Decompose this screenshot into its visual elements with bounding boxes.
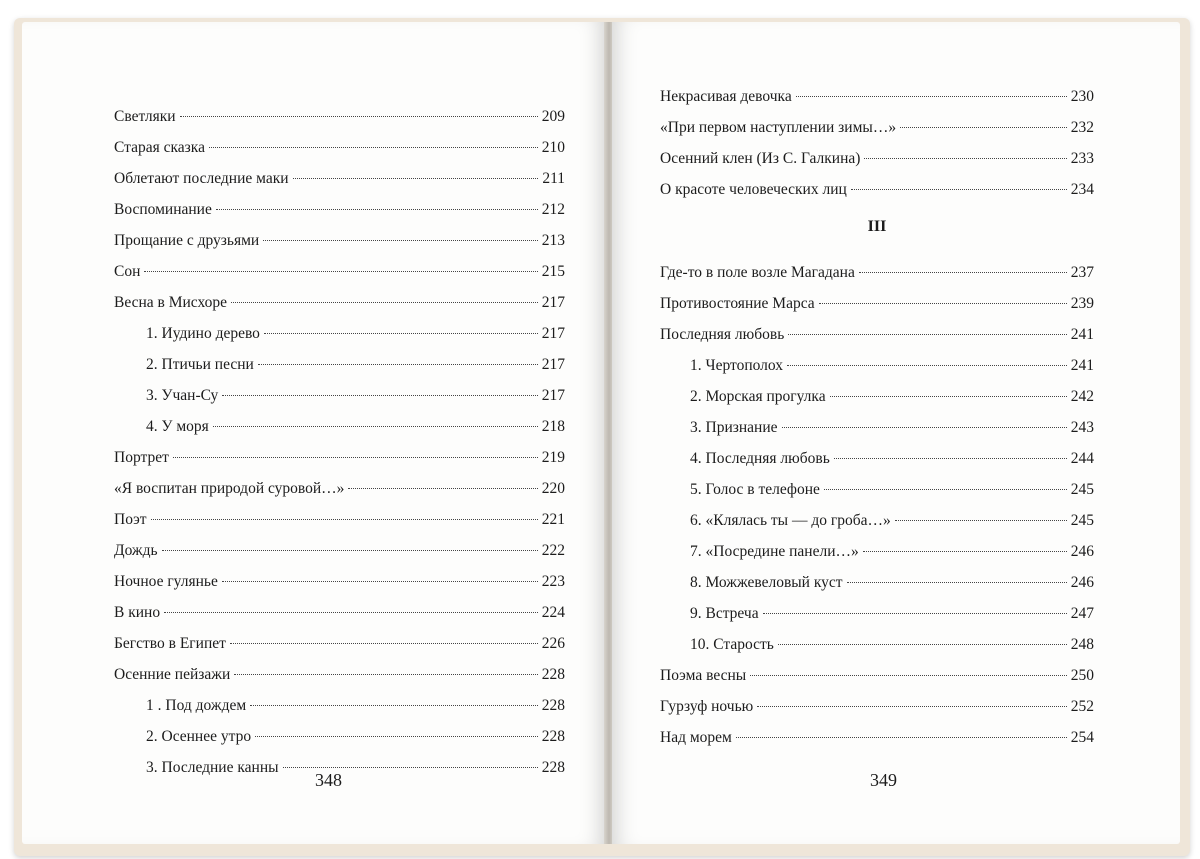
toc-entry-page: 228 [541,666,565,683]
toc-entry-title: Бегство в Египет [114,635,226,652]
dot-leader [250,704,538,706]
toc-entry-page: 217 [541,294,565,311]
toc-subentry [660,412,1094,443]
dot-leader [348,487,537,489]
toc-entry-page: 241 [1070,357,1094,374]
toc-entry [114,442,565,473]
toc-entry-page: 213 [541,232,565,249]
toc-entry-title: Гурзуф ночью [660,698,754,715]
toc-entry-page: 246 [1070,574,1094,591]
toc-entry-title: 3. Признание [690,419,778,436]
toc-subentry [114,690,565,721]
dot-leader [180,115,538,117]
toc-entry-title: 8. Можжевеловый куст [690,574,843,591]
toc-list-right-top [660,81,1094,205]
dot-leader [234,673,537,675]
toc-entry [660,112,1094,143]
toc-entry [114,225,565,256]
toc-entry-title: Поэт [114,511,147,528]
toc-entry-title: Осенний клен (Из С. Галкина) [660,150,861,167]
toc-entry-title: Облетают последние маки [114,170,289,187]
toc-entry-page: 239 [1070,295,1094,312]
toc-entry-page: 224 [541,604,565,621]
dot-leader [830,395,1067,397]
toc-subentry [660,536,1094,567]
toc-entry [660,81,1094,112]
toc-entry [114,163,565,194]
toc-entry [114,659,565,690]
toc-subentry [660,629,1094,660]
dot-leader [859,271,1067,273]
toc-entry-page: 233 [1070,150,1094,167]
toc-entry-page: 254 [1070,729,1094,746]
toc-entry-page: 241 [1070,326,1094,343]
toc-entry [660,319,1094,350]
toc-entry-title: Портрет [114,449,169,466]
dot-leader [796,95,1067,97]
toc-entry-page: 222 [541,542,565,559]
toc-entry-page: 212 [541,201,565,218]
toc-subentry [660,598,1094,629]
dot-leader [258,363,538,365]
toc-entry-page: 226 [541,635,565,652]
dot-leader [736,736,1067,738]
toc-list-right-bottom [660,257,1094,753]
dot-leader [819,302,1067,304]
dot-leader [263,239,538,241]
toc-entry [114,535,565,566]
toc-entry-title: Весна в Мисхоре [114,294,228,311]
toc-entry-title: 2. Птичьи песни [146,356,254,373]
toc-entry-title: 1. Чертополох [690,357,784,374]
toc-entry-page: 246 [1070,543,1094,560]
toc-entry-title: Над морем [660,729,732,746]
toc-entry [660,257,1094,288]
toc-entry-page: 218 [541,418,565,435]
toc-entry-title: Некрасивая девочка [660,88,792,105]
dot-leader [864,157,1066,159]
dot-leader [900,126,1067,128]
dot-leader [213,425,538,427]
toc-entry-page: 248 [1070,636,1094,653]
dot-leader [164,611,538,613]
toc-entry-title: 4. Последняя любовь [690,450,830,467]
dot-leader [230,642,538,644]
toc-subentry [660,567,1094,598]
toc-list-left [114,101,565,783]
toc-entry-page: 217 [541,387,565,404]
dot-leader [757,705,1067,707]
toc-entry-title: 1. Иудино дерево [146,325,260,342]
toc-entry [114,566,565,597]
toc-entry-title: 10. Старость [690,636,774,653]
toc-entry-title: 3. Учан-Су [146,387,219,404]
toc-subentry [660,474,1094,505]
toc-entry-page: 234 [1070,181,1094,198]
toc-entry-page: 223 [541,573,565,590]
dot-leader [283,766,538,768]
toc-entry [114,628,565,659]
toc-entry-title: 2. Осеннее утро [146,728,252,745]
toc-entry-page: 237 [1070,264,1094,281]
left-page [22,22,605,844]
toc-entry [114,101,565,132]
toc-entry-page: 217 [541,356,565,373]
dot-leader [209,146,538,148]
toc-entry-page: 245 [1070,481,1094,498]
toc-entry-title: 5. Голос в телефоне [690,481,820,498]
toc-entry-title: 9. Встреча [690,605,759,622]
toc-entry [114,504,565,535]
toc-entry-page: 219 [541,449,565,466]
toc-entry-title: Осенние пейзажи [114,666,231,683]
toc-entry-page: 211 [542,170,565,187]
dot-leader [851,188,1067,190]
dot-leader [293,177,539,179]
toc-entry-page: 247 [1070,605,1094,622]
toc-subentry [114,380,565,411]
toc-entry-page: 221 [541,511,565,528]
dot-leader [216,208,538,210]
toc-entry-title: В кино [114,604,161,621]
toc-subentry [660,381,1094,412]
dot-leader [162,549,538,551]
dot-leader [231,301,538,303]
dot-leader [834,457,1067,459]
toc-entry-title: Последняя любовь [660,326,785,343]
toc-entry-page: 242 [1070,388,1094,405]
toc-subentry [114,411,565,442]
toc-entry-page: 232 [1070,119,1094,136]
toc-entry-title: «При первом наступлении зимы…» [660,119,897,136]
toc-entry-page: 209 [541,108,565,125]
toc-subentry [114,349,565,380]
toc-entry-title: Воспоминание [114,201,212,218]
toc-entry-title: 6. «Клялась ты — до гроба…» [690,512,891,529]
page-number-left: 348 [315,770,342,790]
toc-entry-page: 228 [541,697,565,714]
toc-entry-title: Ночное гулянье [114,573,218,590]
toc-entry-title: Прощание с друзьями [114,232,260,249]
toc-entry-page: 210 [541,139,565,156]
toc-subentry [660,443,1094,474]
dot-leader [847,581,1067,583]
toc-entry-title: 2. Морская прогулка [690,388,826,405]
toc-entry [660,288,1094,319]
toc-entry-title: 3. Последние канны [146,759,279,776]
dot-leader [895,519,1067,521]
toc-entry-title: Сон [114,263,141,280]
right-page [612,22,1180,844]
toc-entry-title: Где-то в поле возле Магадана [660,264,855,281]
section-heading: III [867,218,887,235]
toc-entry [114,597,565,628]
toc-entry [114,473,565,504]
dot-leader [863,550,1067,552]
toc-entry-page: 228 [541,759,565,776]
dot-leader [144,270,537,272]
dot-leader [222,394,537,396]
toc-entry-title: Противостояние Марса [660,295,815,312]
toc-subentry [660,505,1094,536]
toc-entry-page: 220 [541,480,565,497]
dot-leader [763,612,1067,614]
toc-entry-page: 217 [541,325,565,342]
dot-leader [782,426,1067,428]
dot-leader [173,456,538,458]
dot-leader [824,488,1067,490]
toc-entry [660,691,1094,722]
toc-entry-page: 250 [1070,667,1094,684]
toc-entry-title: Старая сказка [114,139,205,156]
toc-subentry [660,350,1094,381]
dot-leader [788,333,1066,335]
page-number-right: 349 [870,770,897,790]
dot-leader [778,643,1067,645]
toc-entry [660,722,1094,753]
toc-entry-page: 230 [1070,88,1094,105]
toc-entry-page: 245 [1070,512,1094,529]
dot-leader [750,674,1067,676]
toc-entry-title: 4. У моря [146,418,209,435]
toc-entry-page: 215 [541,263,565,280]
toc-entry [114,194,565,225]
toc-entry [660,174,1094,205]
dot-leader [787,364,1067,366]
dot-leader [151,518,538,520]
toc-entry [114,132,565,163]
toc-entry-page: 244 [1070,450,1094,467]
toc-entry [660,143,1094,174]
toc-entry-page: 243 [1070,419,1094,436]
toc-entry-title: 1 . Под дождем [146,697,247,714]
toc-subentry [114,721,565,752]
toc-entry-page: 252 [1070,698,1094,715]
toc-entry-title: О красоте человеческих лиц [660,181,847,198]
dot-leader [222,580,538,582]
toc-subentry [114,318,565,349]
dot-leader [255,735,538,737]
toc-entry [114,287,565,318]
toc-entry-title: Светляки [114,108,176,125]
toc-entry-title: Поэма весны [660,667,747,684]
toc-entry-title: 7. «Посредине панели…» [690,543,859,560]
dot-leader [264,332,538,334]
toc-entry [660,660,1094,691]
toc-entry-title: Дождь [114,542,158,559]
toc-entry-page: 228 [541,728,565,745]
toc-entry-title: «Я воспитан природой суровой…» [114,480,345,497]
toc-entry [114,256,565,287]
